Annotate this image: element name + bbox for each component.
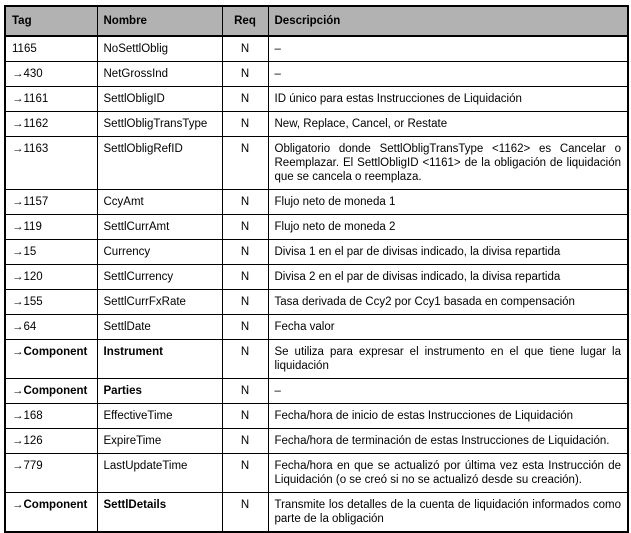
table-row: [5, 36, 628, 62]
req-cell: N: [222, 87, 268, 112]
nombre-cell: SettlObligID: [97, 87, 222, 112]
req-cell: N: [222, 429, 268, 454]
table-row: [5, 290, 628, 315]
req-cell: N: [222, 379, 268, 404]
table-row: [5, 137, 628, 190]
descripcion-cell: Tasa derivada de Ccy2 por Ccy1 basada en compensación: [268, 290, 628, 315]
table-row: [5, 340, 628, 379]
descripcion-cell: Fecha valor: [268, 315, 628, 340]
table-row: [5, 240, 628, 265]
req-cell: N: [222, 36, 268, 62]
descripcion-cell: Fecha/hora de inicio de estas Instrucciones de Liquidación: [268, 404, 628, 429]
tag-cell: →1157: [5, 190, 97, 215]
tag-cell: →Component: [5, 379, 97, 404]
descripcion-cell: New, Replace, Cancel, or Restate: [268, 112, 628, 137]
column-header-nombre: Nombre: [97, 6, 222, 36]
nombre-cell: LastUpdateTime: [97, 454, 222, 493]
nombre-cell: SettlCurrAmt: [97, 215, 222, 240]
req-cell: N: [222, 493, 268, 533]
nombre-cell: SettlObligTransType: [97, 112, 222, 137]
descripcion-cell: Fecha/hora de terminación de estas Instrucciones de Liquidación.: [268, 429, 628, 454]
table-row: [5, 429, 628, 454]
table-row: [5, 62, 628, 87]
descripcion-cell: –: [268, 36, 628, 62]
nombre-cell: CcyAmt: [97, 190, 222, 215]
column-header-descripcion: Descripción: [268, 6, 628, 36]
tag-cell: →1162: [5, 112, 97, 137]
descripcion-cell: Obligatorio donde SettlObligTransType <1162> es Cancelar o Reemplazar. El SettlObligID <1161> de la obligación de liquidación que se cancela o reemplaza.: [268, 137, 628, 190]
tag-cell: →15: [5, 240, 97, 265]
tag-cell: →Component: [5, 340, 97, 379]
descripcion-cell: –: [268, 379, 628, 404]
nombre-cell: SettlObligRefID: [97, 137, 222, 190]
tag-cell: →1163: [5, 137, 97, 190]
nombre-cell: SettlDetails: [97, 493, 222, 533]
tag-cell: →126: [5, 429, 97, 454]
descripcion-cell: Fecha/hora en que se actualizó por última vez esta Instrucción de Liquidación (o se creó si no se actualizó desde su creación).: [268, 454, 628, 493]
table-row: [5, 265, 628, 290]
nombre-cell: NoSettlOblig: [97, 36, 222, 62]
nombre-cell: ExpireTime: [97, 429, 222, 454]
descripcion-cell: Transmite los detalles de la cuenta de liquidación informados como parte de la obligación: [268, 493, 628, 533]
tag-cell: →430: [5, 62, 97, 87]
tag-cell: →120: [5, 265, 97, 290]
nombre-cell: SettlDate: [97, 315, 222, 340]
tag-cell: →Component: [5, 493, 97, 533]
descripcion-cell: Flujo neto de moneda 1: [268, 190, 628, 215]
req-cell: N: [222, 112, 268, 137]
descripcion-cell: Se utiliza para expresar el instrumento en el que tiene lugar la liquidación: [268, 340, 628, 379]
table-row: [5, 379, 628, 404]
tag-cell: →64: [5, 315, 97, 340]
nombre-cell: Parties: [97, 379, 222, 404]
req-cell: N: [222, 290, 268, 315]
req-cell: N: [222, 190, 268, 215]
tag-cell: →119: [5, 215, 97, 240]
descripcion-cell: Divisa 2 en el par de divisas indicado, la divisa repartida: [268, 265, 628, 290]
table-row: [5, 112, 628, 137]
settl-oblig-field-table: [4, 5, 629, 533]
nombre-cell: NetGrossInd: [97, 62, 222, 87]
table-row: [5, 215, 628, 240]
nombre-cell: EffectiveTime: [97, 404, 222, 429]
req-cell: N: [222, 215, 268, 240]
table-row: [5, 315, 628, 340]
table-row: [5, 454, 628, 493]
nombre-cell: Currency: [97, 240, 222, 265]
table-row: [5, 190, 628, 215]
req-cell: N: [222, 137, 268, 190]
nombre-cell: SettlCurrFxRate: [97, 290, 222, 315]
nombre-cell: Instrument: [97, 340, 222, 379]
descripcion-cell: ID único para estas Instrucciones de Liquidación: [268, 87, 628, 112]
column-header-tag: Tag: [5, 6, 97, 36]
req-cell: N: [222, 454, 268, 493]
req-cell: N: [222, 265, 268, 290]
descripcion-cell: –: [268, 62, 628, 87]
nombre-cell: SettlCurrency: [97, 265, 222, 290]
table-row: [5, 87, 628, 112]
descripcion-cell: Flujo neto de moneda 2: [268, 215, 628, 240]
tag-cell: →1161: [5, 87, 97, 112]
table-row: [5, 404, 628, 429]
req-cell: N: [222, 62, 268, 87]
table-row: [5, 493, 628, 533]
tag-cell: 1165: [5, 36, 97, 62]
tag-cell: →779: [5, 454, 97, 493]
req-cell: N: [222, 340, 268, 379]
req-cell: N: [222, 240, 268, 265]
tag-cell: →155: [5, 290, 97, 315]
req-cell: N: [222, 315, 268, 340]
table-header-row: [5, 6, 628, 36]
req-cell: N: [222, 404, 268, 429]
tag-cell: →168: [5, 404, 97, 429]
descripcion-cell: Divisa 1 en el par de divisas indicado, la divisa repartida: [268, 240, 628, 265]
column-header-req: Req: [222, 6, 268, 36]
